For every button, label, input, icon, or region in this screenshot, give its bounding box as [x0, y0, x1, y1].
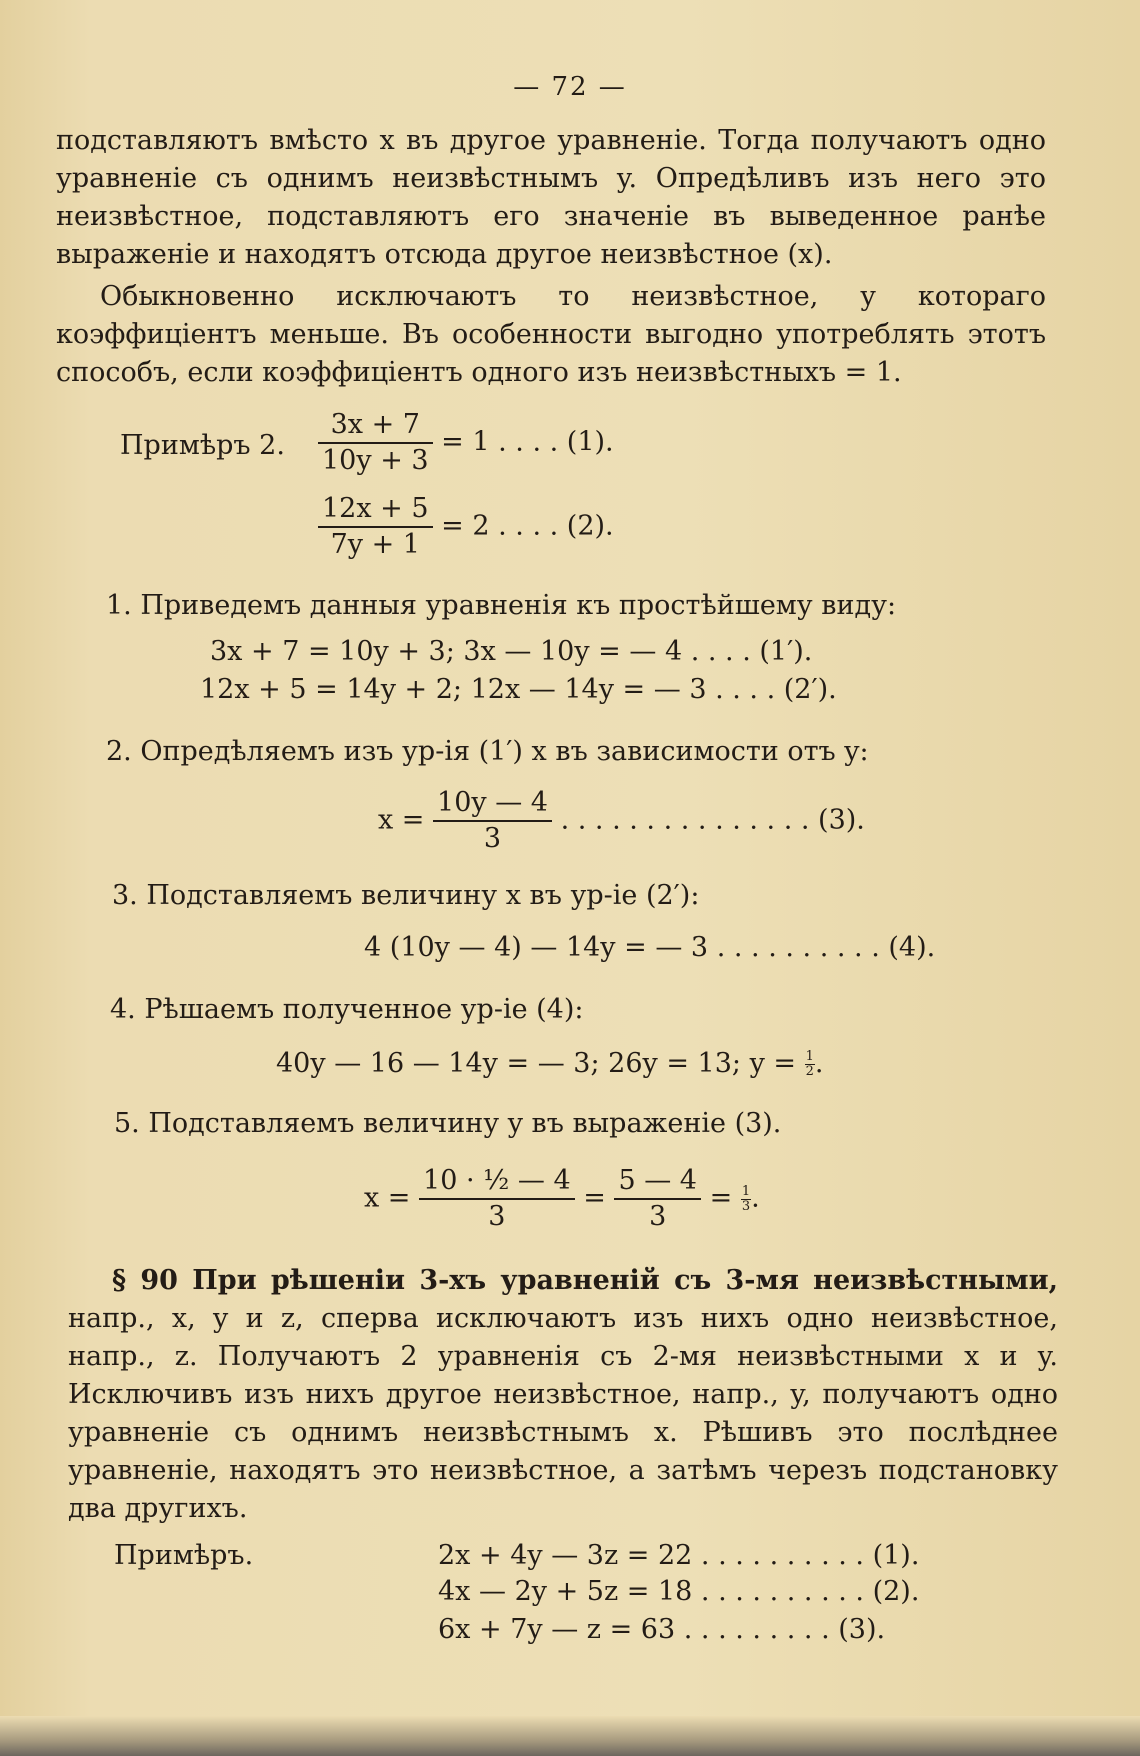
fraction: [419, 1164, 575, 1234]
section-90-paragraph: [68, 1262, 1058, 1528]
fraction-one-third: [741, 1185, 751, 1214]
numerator: 12x + 5: [318, 492, 433, 528]
period: .: [751, 1182, 760, 1214]
equation-lhs: x =: [378, 804, 425, 836]
step-2-text: 2. Опредѣляемъ изъ ур-ія (1′) x въ зависимости отъ y:: [106, 736, 869, 767]
paragraph-2: Обыкновенно исключаютъ то неизвѣстное, у котораго коэффиціентъ меньше. Въ особенности выгодно употреблять этотъ способъ, если коэффиціентъ одного изъ неизвѣстныхъ = 1.: [56, 281, 1046, 388]
denominator: 10y + 3: [322, 445, 429, 476]
example-3-equation-2: 4x — 2y + 5z = 18 . . . . . . . . . . (2).: [438, 1576, 920, 1607]
numerator: 1: [741, 1183, 751, 1199]
equation-rhs: = 2 . . . . (2).: [441, 510, 614, 542]
example-3-equation-1: 2x + 4y — 3z = 22 . . . . . . . . . . (1).: [438, 1540, 920, 1571]
denominator: 3: [649, 1201, 667, 1232]
denominator: 3: [741, 1198, 751, 1214]
page-number: — 72 —: [513, 72, 627, 102]
equals-sign: =: [709, 1182, 733, 1214]
fraction: [318, 492, 433, 562]
paragraph-1: подставляютъ вмѣсто x въ другое уравненіе. Тогда получаютъ одно уравненіе съ однимъ неизвѣстнымъ y. Опредѣливъ изъ него это неизвѣстное, подставляютъ его значеніе въ выведенное ранѣе выраженіе и находятъ отсюда другое неизвѣстное (x).: [56, 125, 1046, 270]
step-4-equation: [276, 1048, 824, 1079]
page-bottom-edge: [0, 1716, 1140, 1756]
step-5-equation: [364, 1164, 760, 1234]
equals-sign: =: [583, 1182, 606, 1214]
step-3-text: 3. Подставляемъ величину x въ ур-іе (2′):: [112, 880, 700, 911]
example-3-equation-3: 6x + 7y — z = 63 . . . . . . . . . (3).: [438, 1614, 886, 1645]
equation-dots: . . . . . . . . . . . . . . . (3).: [560, 804, 865, 836]
step-3-equation: [364, 932, 935, 963]
example-2-label: Примѣръ 2.: [120, 430, 285, 461]
period: .: [814, 1048, 824, 1079]
equation-dots: . . . . . . . . . . (4).: [716, 932, 936, 963]
section-90-body: напр., x, y и z, сперва исключаютъ изъ нихъ одно неизвѣстное, напр., z. Получаютъ 2 уравненія съ 2-мя неизвѣстными x и y. Исключивъ изъ нихъ другое неизвѣстное, напр., y, получаютъ одно уравненіе съ однимъ неизвѣстнымъ x. Рѣшивъ это послѣднее уравненіе, находятъ это неизвѣстное, а затѣмъ черезъ подстановку два другихъ.: [68, 1303, 1058, 1524]
step-1-equation-line-2: 12x + 5 = 14y + 2; 12x — 14y = — 3 . . . . (2′).: [200, 674, 837, 705]
equation-body: 4 (10y — 4) — 14y = — 3: [364, 932, 709, 963]
equation-rhs: = 1 . . . . (1).: [441, 426, 614, 458]
step-5-text: 5. Подставляемъ величину y въ выраженіе (3).: [114, 1108, 782, 1139]
step-1-text: 1. Приведемъ данныя уравненія къ простѣйшему виду:: [106, 590, 897, 621]
denominator: 7y + 1: [330, 529, 420, 560]
example-2-equation-2: [318, 492, 614, 562]
equation-body: 40y — 16 — 14y = — 3; 26y = 13; y =: [276, 1048, 797, 1079]
fraction: [614, 1164, 701, 1234]
step-2-equation: [378, 786, 865, 856]
numerator: 5 — 4: [614, 1164, 701, 1200]
numerator: 10 · ½ — 4: [419, 1164, 575, 1200]
fraction: [318, 408, 433, 478]
numerator: 10y — 4: [433, 786, 552, 822]
denominator: 2: [805, 1064, 814, 1079]
equation-lhs: x =: [364, 1182, 411, 1214]
step-4-text: 4. Рѣшаемъ полученное ур-іе (4):: [110, 994, 584, 1025]
fraction-one-half: [805, 1050, 815, 1079]
example-3-label: Примѣръ.: [114, 1540, 254, 1571]
numerator: 3x + 7: [318, 408, 433, 444]
example-2-equation-1: [318, 408, 614, 478]
denominator: 3: [488, 1201, 506, 1232]
fraction: [433, 786, 552, 856]
numerator: 1: [805, 1049, 814, 1064]
step-1-equation-line-1: 3x + 7 = 10y + 3; 3x — 10y = — 4 . . . . (1′).: [210, 636, 813, 667]
denominator: 3: [483, 823, 502, 854]
section-90-heading: § 90 При рѣшеніи 3-хъ уравненій съ 3-мя неизвѣстными,: [112, 1265, 1058, 1296]
